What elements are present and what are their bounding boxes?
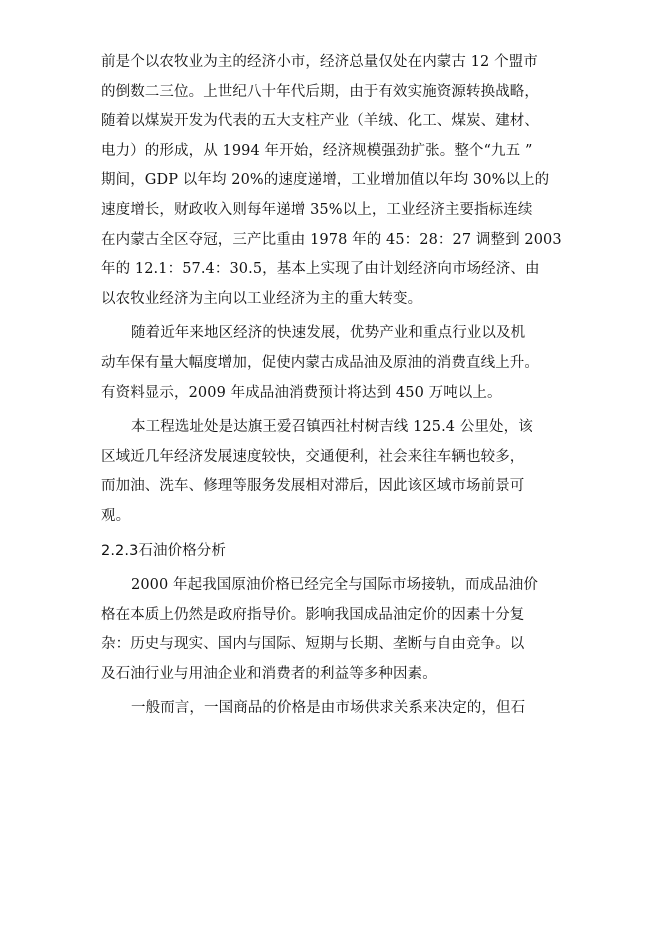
text-line: 随着以煤炭开发为代表的五大支柱产业（羊绒、化工、煤炭、建材、 — [101, 113, 539, 130]
paragraph-site-selection — [101, 413, 561, 531]
text-line: 格在本质上仍然是政府指导价。影响我国成品油定价的因素十分复 — [101, 606, 525, 623]
text-line: 以农牧业经济为主向以工业经济为主的重大转变。 — [101, 290, 423, 307]
text-line: 在内蒙古全区夺冠，三产比重由 1978 年的 45：28：27 调整到 2003 — [101, 231, 562, 248]
text-line: 期间，GDP 以年均 20%的速度递增，工业增加值以年均 30%以上的 — [101, 172, 550, 189]
text-line: 2000 年起我国原油价格已经完全与国际市场接轨，而成品油价 — [131, 577, 539, 594]
text-line: 区域近几年经济发展速度较快，交通便利，社会来往车辆也较多， — [101, 448, 525, 465]
section-title: 石油价格分析 — [138, 542, 227, 559]
text-line: 一般而言，一国商品的价格是由市场供求关系来决定的，但石 — [131, 700, 526, 717]
paragraph-market-supply — [101, 694, 561, 724]
text-line: 而加油、洗车、修理等服务发展相对滞后，因此该区域市场前景可 — [101, 478, 525, 495]
paragraph-economy-history — [101, 48, 561, 314]
text-line: 动车保有量大幅度增加，促使内蒙古成品油及原油的消费直线上升。 — [101, 354, 539, 371]
section-number: 2.2.3 — [101, 542, 139, 559]
document-body — [101, 48, 561, 724]
text-line: 年的 12.1：57.4：30.5，基本上实现了由计划经济向市场经济、由 — [101, 261, 540, 278]
text-line: 速度增长，财政收入则每年递增 35%以上，工业经济主要指标连续 — [101, 201, 533, 218]
text-line: 的倒数二三位。上世纪八十年代后期，由于有效实施资源转换战略， — [101, 83, 539, 100]
text-line: 观。 — [101, 507, 131, 524]
text-line: 本工程选址处是达旗王爱召镇西社村树吉线 125.4 公里处，该 — [131, 419, 533, 436]
text-line: 杂：历史与现实、国内与国际、短期与长期、垄断与自由竞争。以 — [101, 636, 525, 653]
text-line: 随着近年来地区经济的快速发展，优势产业和重点行业以及机 — [131, 325, 526, 342]
text-line: 电力）的形成，从 1994 年开始，经济规模强劲扩张。整个“九五 ” — [101, 142, 533, 159]
paragraph-regional-growth — [101, 319, 561, 408]
section-heading — [101, 537, 561, 567]
paragraph-oil-pricing — [101, 571, 561, 689]
text-line: 前是个以农牧业为主的经济小市，经济总量仅处在内蒙古 12 个盟市 — [101, 54, 538, 70]
text-line: 有资料显示，2009 年成品油消费预计将达到 450 万吨以上。 — [101, 384, 502, 401]
text-line: 及石油行业与用油企业和消费者的利益等多种因素。 — [101, 665, 437, 682]
